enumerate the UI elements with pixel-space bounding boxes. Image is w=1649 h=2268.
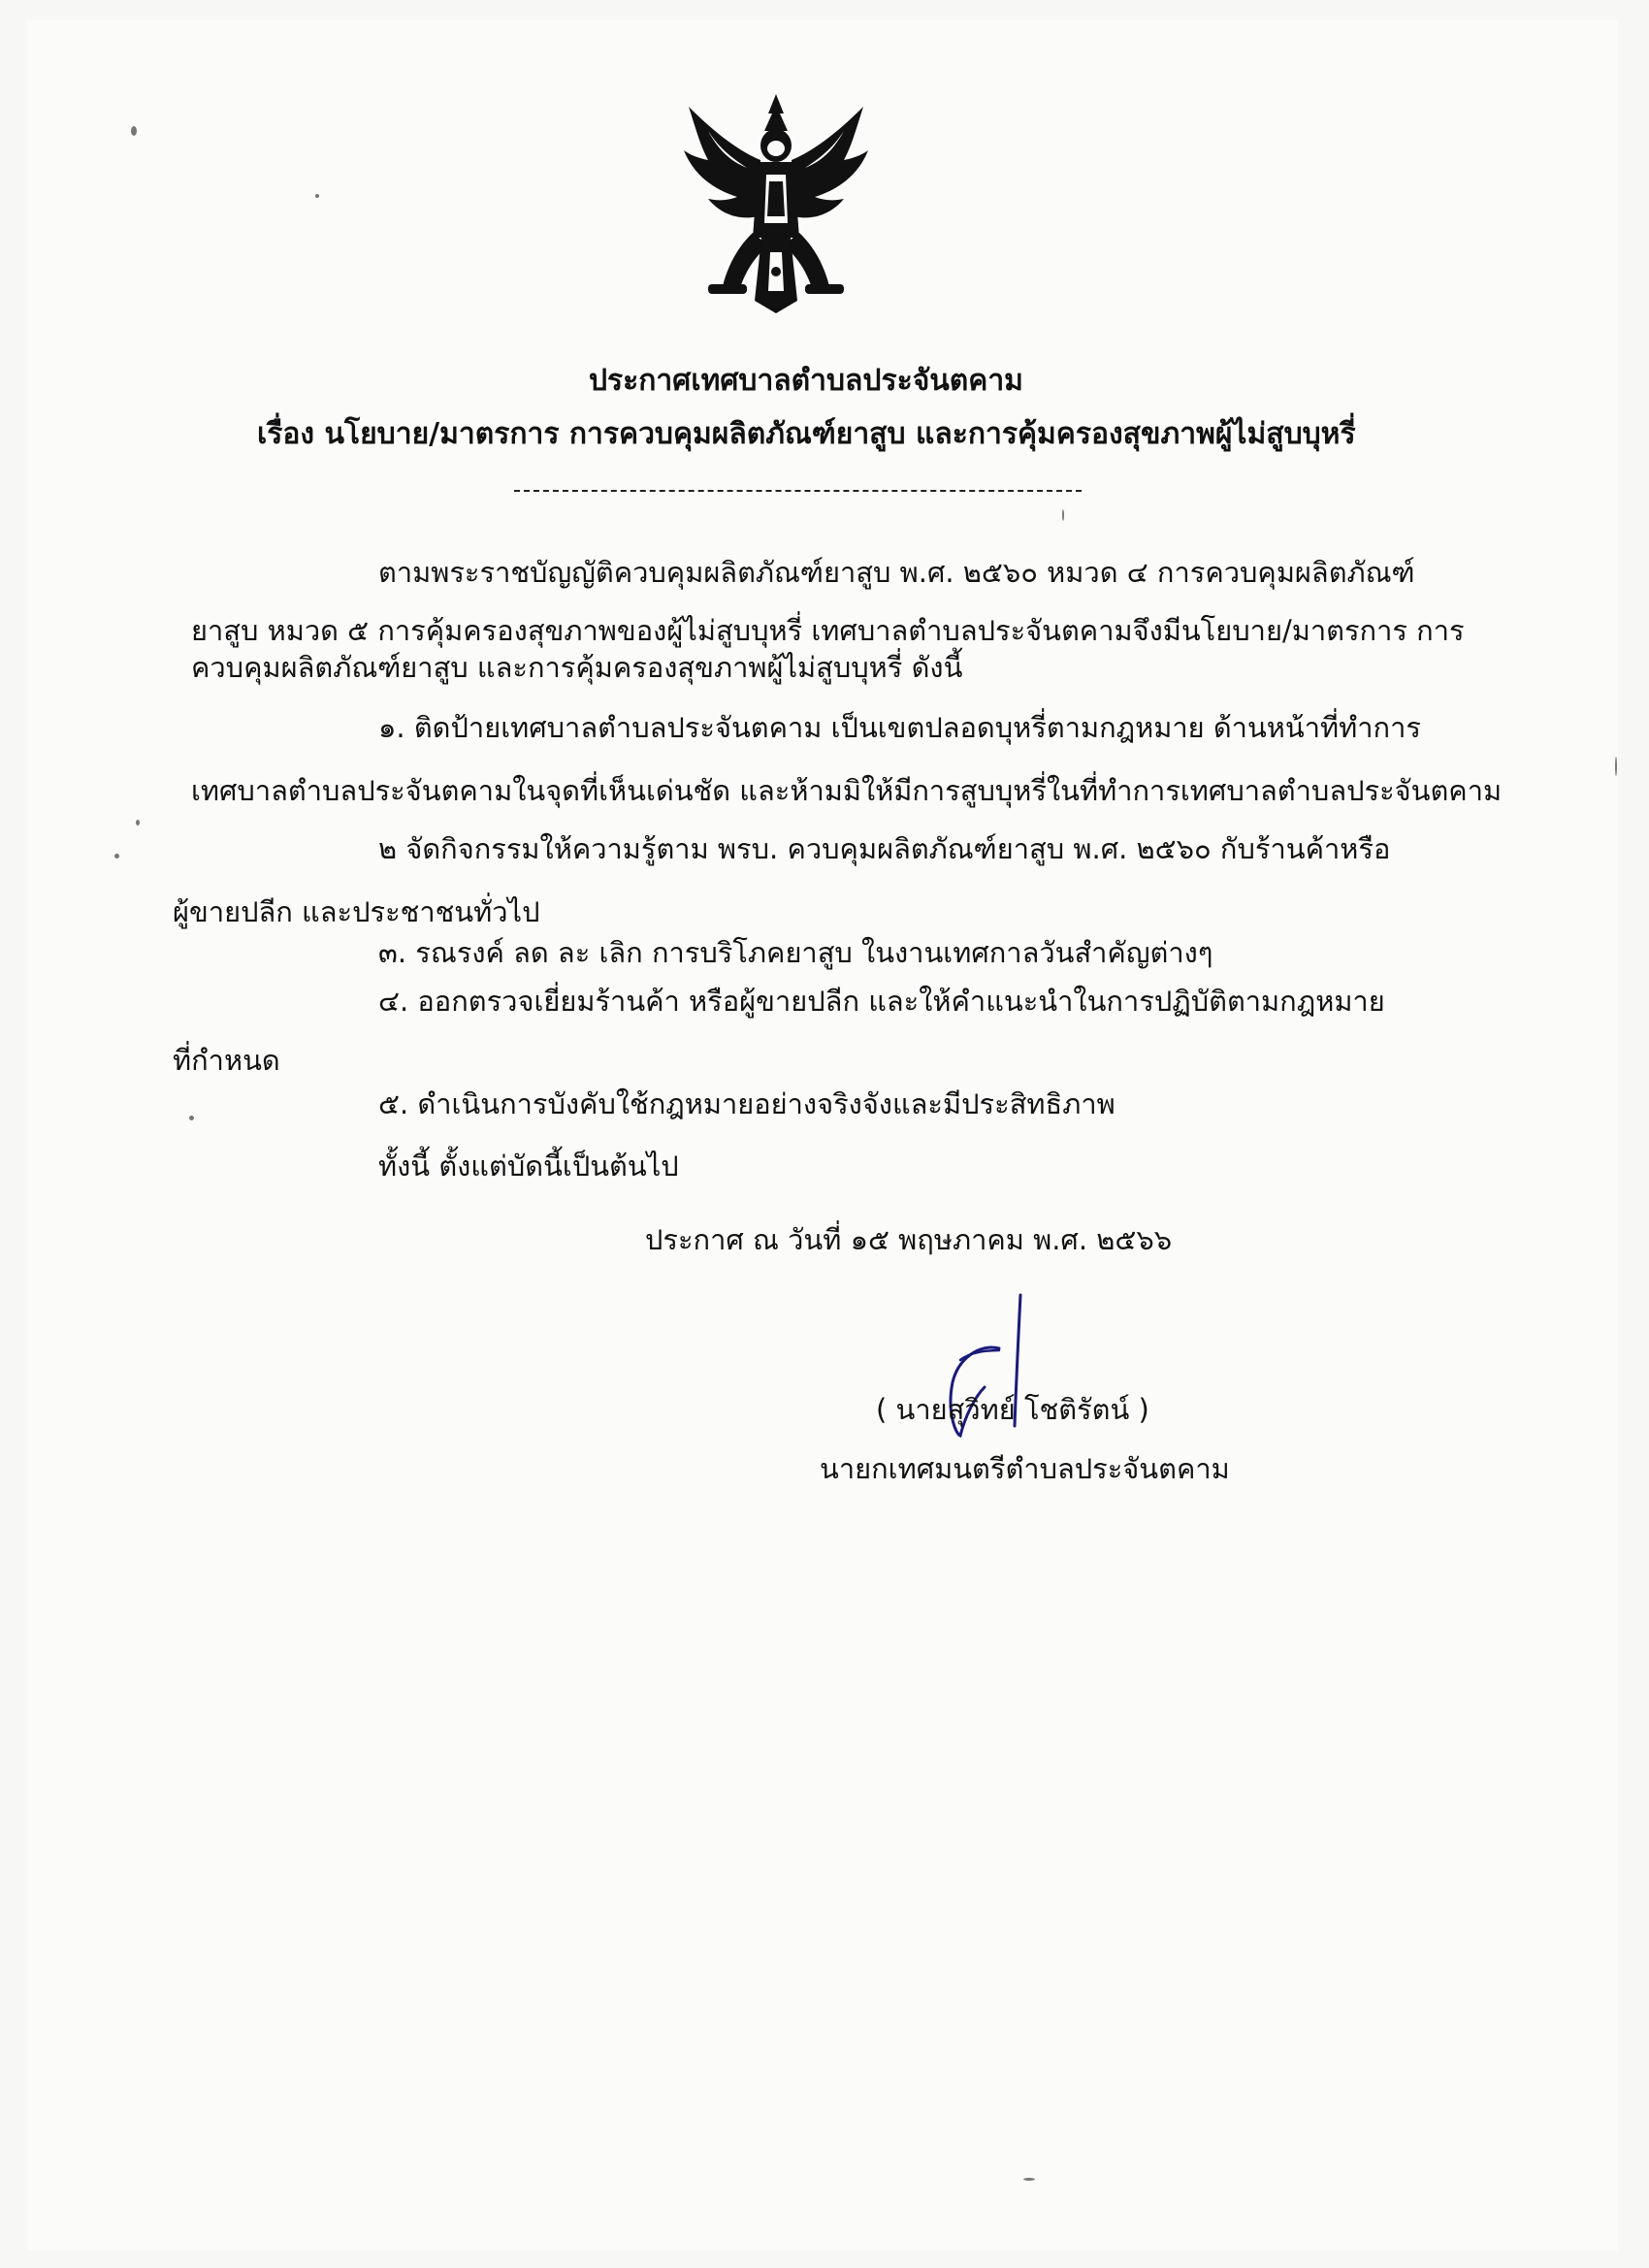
item-1-line-1: ๑. ติดป้ายเทศบาลตำบลประจันตคาม เป็นเขตปลอดบุหรี่ตามกฎหมาย ด้านหน้าที่ทำการ	[378, 711, 1421, 744]
scan-speck	[131, 126, 137, 136]
scan-speck	[114, 854, 119, 859]
announcement-date: ประกาศ ณ วันที่ ๑๕ พฤษภาคม พ.ศ. ๒๕๖๖	[645, 1223, 1173, 1256]
document-page	[27, 19, 1618, 2251]
item-2-line-2: ผู้ขายปลีก และประชาชนทั่วไป	[173, 895, 540, 928]
scan-speck	[1062, 509, 1064, 521]
intro-line-1: ตามพระราชบัญญัติควบคุมผลิตภัณฑ์ยาสูบ พ.ศ. ๒๕๖๐ หมวด ๔ การควบคุมผลิตภัณฑ์	[378, 556, 1415, 589]
handwritten-signature	[931, 1290, 1067, 1455]
scan-speck	[189, 1116, 194, 1120]
title-divider	[514, 490, 1082, 492]
garuda-emblem-icon	[679, 92, 873, 315]
item-2-line-1: ๒ จัดกิจกรรมให้ความรู้ตาม พรบ. ควบคุมผลิตภัณฑ์ยาสูบ พ.ศ. ๒๕๖๐ กับร้านค้าหรือ	[378, 832, 1391, 865]
item-1-line-2: เทศบาลตำบลประจันตคามในจุดที่เห็นเด่นชัด และห้ามมิให้มีการสูบบุหรี่ในที่ทำการเทศบาลตำบลประจันตคาม	[191, 774, 1503, 807]
effective-statement: ทั้งนี้ ตั้งแต่บัดนี้เป็นต้นไป	[378, 1150, 679, 1183]
item-3-line-1: ๓. รณรงค์ ลด ละ เลิก การบริโภคยาสูบ ในงานเทศกาลวันสำคัญต่างๆ	[378, 936, 1213, 969]
signer-name: ( นายสุวิทย์ โชติรัตน์ )	[876, 1393, 1149, 1426]
item-5-line-1: ๕. ดำเนินการบังคับใช้กฎหมายอย่างจริงจังและมีประสิทธิภาพ	[378, 1087, 1116, 1120]
scan-speck	[136, 820, 140, 826]
item-4-line-2: ที่กำหนด	[173, 1044, 280, 1077]
signer-title: นายกเทศมนตรีตำบลประจันตคาม	[820, 1452, 1230, 1485]
intro-line-3: ควบคุมผลิตภัณฑ์ยาสูบ และการคุ้มครองสุขภาพผู้ไม่สูบบุหรี่ ดังนี้	[191, 651, 963, 684]
document-title: ประกาศเทศบาลตำบลประจันตคาม	[589, 364, 1023, 398]
document-subject: เรื่อง นโยบาย/มาตรการ การควบคุมผลิตภัณฑ์ยาสูบ และการคุ้มครองสุขภาพผู้ไม่สูบบุหรี่	[257, 417, 1356, 451]
item-4-line-1: ๔. ออกตรวจเยี่ยมร้านค้า หรือผู้ขายปลีก และให้คำแนะนำในการปฏิบัติตามกฎหมาย	[378, 985, 1385, 1018]
intro-line-2: ยาสูบ หมวด ๕ การคุ้มครองสุขภาพของผู้ไม่สูบบุหรี่ เทศบาลตำบลประจันตคามจึงมีนโยบาย/มาตรการ การ	[191, 614, 1465, 647]
scan-speck	[1615, 757, 1617, 776]
scan-speck	[315, 194, 319, 198]
scan-speck	[1023, 2178, 1035, 2181]
